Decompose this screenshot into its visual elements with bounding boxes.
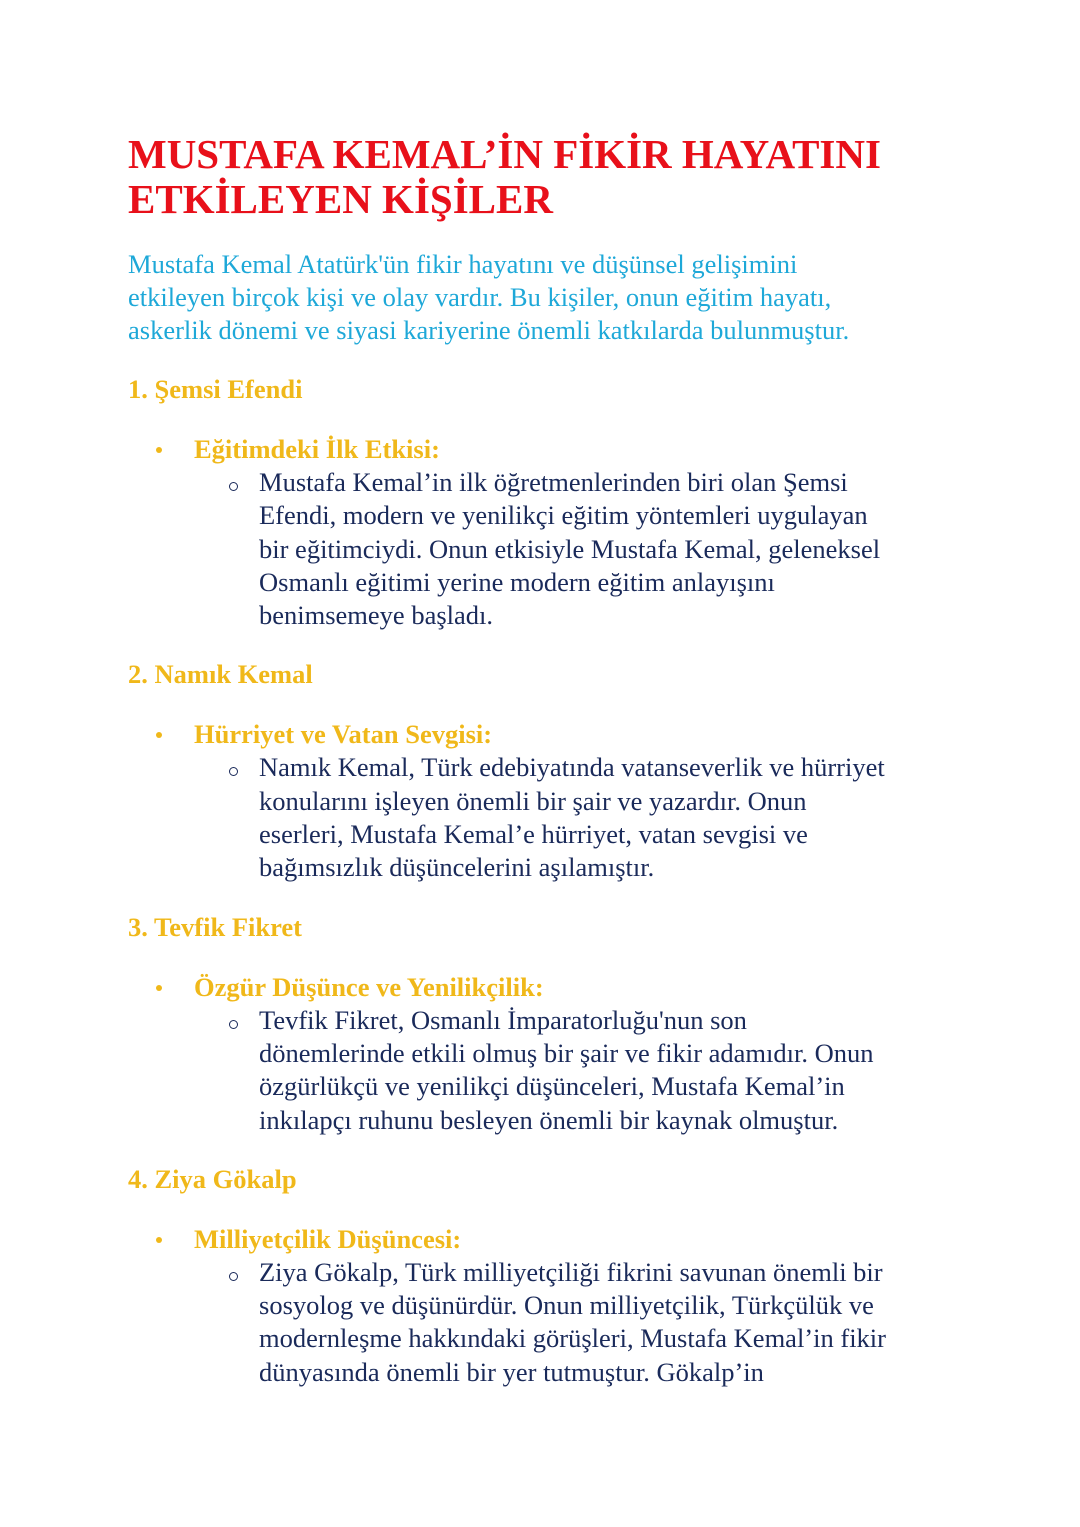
section (128, 911, 988, 1137)
section-heading: 1. Şemsi Efendi (128, 374, 303, 404)
paragraph-line: eserleri, Mustafa Kemal’e hürriyet, vatan sevgisi ve (259, 819, 808, 850)
hollow-circle-bullet-icon (229, 1020, 238, 1029)
section-heading: 4. Ziya Gökalp (128, 1163, 297, 1194)
intro-line: etkileyen birçok kişi ve olay vardır. Bu kişiler, onun eğitim hayatı, (128, 282, 832, 312)
bullet-item (128, 971, 988, 1004)
bullet-item (128, 718, 988, 751)
sub-bullet-paragraph (128, 751, 988, 884)
intro-line: askerlik dönemi ve siyasi kariyerine önemli katkılarda bulunmuştur. (128, 315, 850, 345)
page-title (128, 132, 988, 222)
paragraph-line: Osmanlı eğitimi yerine modern eğitim anlayışını (259, 566, 775, 597)
section (128, 658, 988, 884)
bullet-dot-icon (156, 1237, 162, 1243)
hollow-circle-bullet-icon (229, 482, 238, 491)
paragraph-line: dönemlerinde etkili olmuş bir şair ve fikir adamıdır. Onun (259, 1037, 874, 1068)
section (128, 373, 988, 632)
paragraph-line: bağımsızlık düşüncelerini aşılamıştır. (259, 852, 655, 883)
paragraph-line: konularını işleyen önemli bir şair ve yazardır. Onun (259, 785, 807, 816)
intro-paragraph (128, 248, 988, 347)
paragraph-line: bir eğitimciydi. Onun etkisiyle Mustafa Kemal, geleneksel (259, 533, 881, 564)
hollow-circle-bullet-icon (229, 1272, 238, 1281)
bullet-item (128, 1223, 988, 1256)
title-line: MUSTAFA KEMAL’İN FİKİR HAYATINI (128, 131, 881, 177)
sub-bullet-paragraph (128, 466, 988, 632)
sections (128, 373, 988, 1389)
paragraph-line: Efendi, modern ve yenilikçi eğitim yöntemleri uygulayan (259, 500, 868, 531)
bullet-dot-icon (156, 985, 162, 991)
section-heading: 2. Namık Kemal (128, 659, 313, 690)
bullet-dot-icon (156, 447, 162, 453)
bullet-item (128, 433, 988, 466)
bullet-label: Eğitimdeki İlk Etkisi: (194, 434, 440, 464)
section-heading: 3. Tevfik Fikret (128, 911, 302, 942)
bullet-label: Özgür Düşünce ve Yenilikçilik: (194, 971, 544, 1002)
paragraph-line: Tevfik Fikret, Osmanlı İmparatorluğu'nun son (259, 1004, 747, 1035)
intro-line: Mustafa Kemal Atatürk'ün fikir hayatını ve düşünsel gelişimini (128, 249, 798, 279)
paragraph-line: dünyasında önemli bir yer tutmuştur. Gökalp’in (259, 1356, 764, 1387)
hollow-circle-bullet-icon (229, 767, 238, 776)
paragraph-line: modernleşme hakkındaki görüşleri, Mustafa Kemal’in fikir (259, 1323, 886, 1354)
paragraph-line: Ziya Gökalp, Türk milliyetçiliği fikrini savunan önemli bir (259, 1256, 883, 1287)
paragraph-line: Namık Kemal, Türk edebiyatında vatanseverlik ve hürriyet (259, 752, 885, 783)
paragraph-line: özgürlükçü ve yenilikçi düşünceleri, Mustafa Kemal’in (259, 1071, 845, 1102)
section (128, 1163, 988, 1389)
sub-bullet-paragraph (128, 1004, 988, 1137)
paragraph-line: sosyolog ve düşünürdür. Onun milliyetçilik, Türkçülük ve (259, 1290, 874, 1321)
paragraph-line: benimsemeye başladı. (259, 600, 494, 631)
bullet-label: Milliyetçilik Düşüncesi: (194, 1223, 462, 1254)
paragraph-line: inkılapçı ruhunu besleyen önemli bir kaynak olmuştur. (259, 1104, 839, 1135)
sub-bullet-paragraph (128, 1256, 988, 1389)
bullet-label: Hürriyet ve Vatan Sevgisi: (194, 719, 493, 750)
document-page (128, 132, 988, 1389)
title-line: ETKİLEYEN KİŞİLER (128, 176, 553, 222)
paragraph-line: Mustafa Kemal’in ilk öğretmenlerinden biri olan Şemsi (259, 467, 848, 497)
bullet-dot-icon (156, 732, 162, 738)
